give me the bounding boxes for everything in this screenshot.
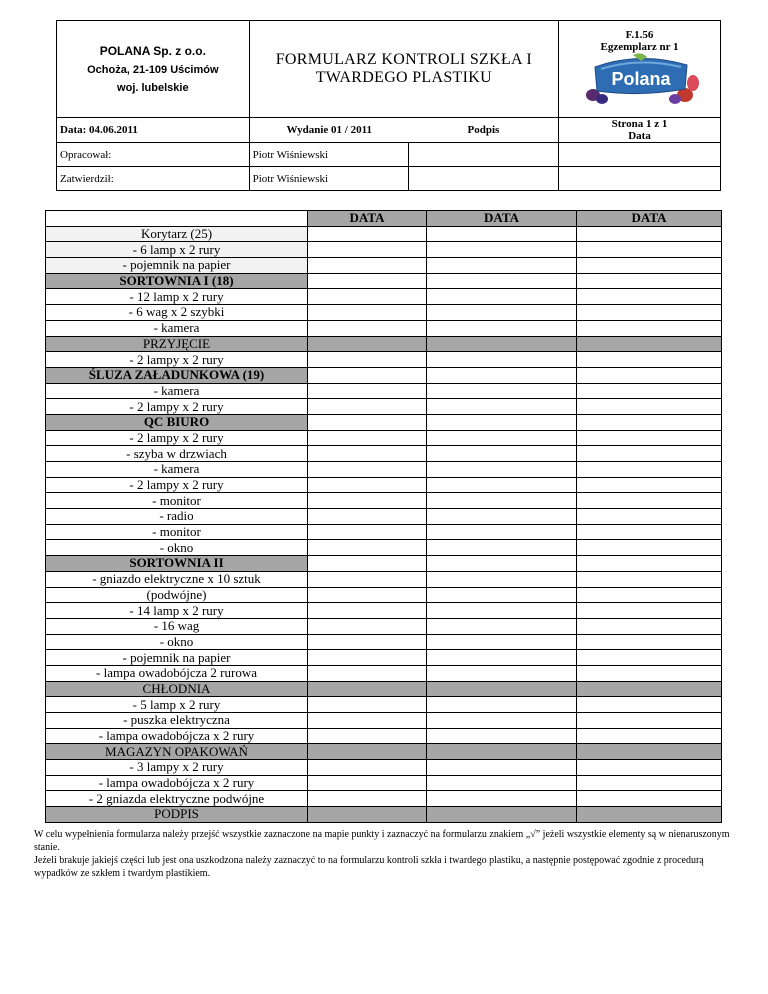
check-cell[interactable]	[427, 697, 577, 713]
section-label: CHŁODNIA	[46, 681, 308, 697]
check-cell[interactable]	[427, 681, 577, 697]
table-row	[46, 462, 722, 478]
table-row	[46, 587, 722, 603]
logo-text: Polana	[611, 68, 671, 89]
check-cell[interactable]	[308, 650, 427, 666]
table-row	[46, 399, 722, 415]
section-label: Korytarz (25)	[46, 226, 308, 242]
data-label: Data	[628, 130, 651, 142]
check-cell[interactable]	[577, 728, 722, 744]
check-cell[interactable]	[577, 242, 722, 258]
item-label: - okno	[46, 634, 308, 650]
section-label: MAGAZYN OPAKOWAŃ	[46, 744, 308, 760]
table-row	[46, 556, 722, 572]
item-label: - pojemnik na papier	[46, 258, 308, 274]
inspection-table	[45, 210, 722, 823]
check-cell[interactable]	[308, 273, 427, 289]
table-row	[46, 305, 722, 321]
table-row	[46, 681, 722, 697]
check-cell[interactable]	[308, 807, 427, 823]
check-cell[interactable]	[308, 289, 427, 305]
check-cell[interactable]	[427, 587, 577, 603]
item-label: - pojemnik na papier	[46, 650, 308, 666]
check-cell[interactable]	[577, 603, 722, 619]
item-label: - 6 wag x 2 szybki	[46, 305, 308, 321]
company-address: Ochoża, 21-109 Uścimów	[87, 64, 219, 76]
check-cell[interactable]	[427, 603, 577, 619]
signature-label: Podpis	[409, 118, 559, 143]
check-cell[interactable]	[427, 807, 577, 823]
check-cell[interactable]	[308, 336, 427, 352]
check-cell[interactable]	[577, 336, 722, 352]
prepared-signature[interactable]	[409, 143, 559, 167]
item-label: - okno	[46, 540, 308, 556]
column-header: DATA	[427, 211, 577, 227]
check-cell[interactable]	[308, 320, 427, 336]
approved-by: Piotr Wiśniewski	[249, 167, 409, 191]
table-row	[46, 414, 722, 430]
item-label: - lampa owadobójcza 2 rurowa	[46, 665, 308, 681]
item-label: - kamera	[46, 320, 308, 336]
approved-label: Zatwierdził:	[57, 167, 250, 191]
check-cell[interactable]	[577, 383, 722, 399]
page-data-cell	[559, 118, 721, 143]
check-cell[interactable]	[308, 305, 427, 321]
check-cell[interactable]	[308, 414, 427, 430]
check-cell[interactable]	[308, 791, 427, 807]
approved-signature[interactable]	[409, 167, 559, 191]
table-row	[46, 524, 722, 540]
check-cell[interactable]	[577, 430, 722, 446]
check-cell[interactable]	[577, 775, 722, 791]
item-label: - 2 lampy x 2 rury	[46, 430, 308, 446]
check-cell[interactable]	[577, 367, 722, 383]
table-row	[46, 320, 722, 336]
item-label: (podwójne)	[46, 587, 308, 603]
check-cell[interactable]	[577, 305, 722, 321]
instruction-2: Jeżeli brakuje jakiejś części lub jest ona uszkodzona należy zaznaczyć to na formularzu kontroli szkła i twardego plastiku, a następnie postępować zgodnie z procedurą wypadków ze szkłem i twardym plastikiem.	[34, 855, 704, 879]
check-cell[interactable]	[308, 697, 427, 713]
check-cell[interactable]	[577, 618, 722, 634]
check-cell[interactable]	[427, 540, 577, 556]
table-row	[46, 493, 722, 509]
check-cell[interactable]	[577, 650, 722, 666]
check-cell[interactable]	[308, 760, 427, 776]
item-label: - 6 lamp x 2 rury	[46, 242, 308, 258]
check-cell[interactable]	[427, 618, 577, 634]
check-cell[interactable]	[308, 713, 427, 729]
table-row	[46, 430, 722, 446]
check-cell[interactable]	[427, 336, 577, 352]
check-cell[interactable]	[308, 446, 427, 462]
column-header: DATA	[308, 211, 427, 227]
table-row	[46, 446, 722, 462]
table-row	[46, 728, 722, 744]
check-cell[interactable]	[427, 744, 577, 760]
section-label: PODPIS	[46, 807, 308, 823]
item-label: - monitor	[46, 524, 308, 540]
check-cell[interactable]	[308, 242, 427, 258]
table-row	[46, 509, 722, 525]
check-cell[interactable]	[427, 352, 577, 368]
check-cell[interactable]	[577, 462, 722, 478]
check-cell[interactable]	[308, 258, 427, 274]
check-cell[interactable]	[308, 618, 427, 634]
section-label: ŚLUZA ZAŁADUNKOWA (19)	[46, 367, 308, 383]
check-cell[interactable]	[427, 477, 577, 493]
table-row	[46, 618, 722, 634]
check-cell[interactable]	[427, 305, 577, 321]
check-cell[interactable]	[308, 634, 427, 650]
table-row	[46, 697, 722, 713]
check-cell[interactable]	[427, 383, 577, 399]
check-cell[interactable]	[308, 524, 427, 540]
check-cell[interactable]	[577, 791, 722, 807]
table-row	[46, 744, 722, 760]
prepared-by: Piotr Wiśniewski	[249, 143, 409, 167]
check-cell[interactable]	[308, 430, 427, 446]
check-cell[interactable]	[308, 665, 427, 681]
check-cell[interactable]	[577, 540, 722, 556]
item-label: - 5 lamp x 2 rury	[46, 697, 308, 713]
check-cell[interactable]	[427, 289, 577, 305]
check-cell[interactable]	[577, 587, 722, 603]
item-label: - gniazdo elektryczne x 10 sztuk	[46, 571, 308, 587]
check-cell[interactable]	[427, 493, 577, 509]
instructions	[34, 828, 734, 880]
item-label: - monitor	[46, 493, 308, 509]
check-cell[interactable]	[427, 665, 577, 681]
check-cell[interactable]	[427, 713, 577, 729]
section-label: PRZYJĘCIE	[46, 336, 308, 352]
company-name: POLANA Sp. z o.o.	[99, 44, 206, 58]
inspection-rows	[46, 226, 722, 822]
table-row	[46, 713, 722, 729]
page-number: Strona 1 z 1	[611, 118, 668, 130]
check-cell[interactable]	[427, 571, 577, 587]
check-cell[interactable]	[308, 681, 427, 697]
table-row	[46, 603, 722, 619]
check-cell[interactable]	[577, 760, 722, 776]
check-cell[interactable]	[308, 462, 427, 478]
approved-date[interactable]	[559, 167, 721, 191]
check-cell[interactable]	[577, 477, 722, 493]
instruction-1: W celu wypełnienia formularza należy przejść wszystkie zaznaczone na mapie punkty i zaznaczyć na formularzu znakiem „√” jeżeli wszystkie elementy są w nienaruszonym stanie.	[34, 829, 730, 853]
check-cell[interactable]	[308, 728, 427, 744]
section-label: SORTOWNIA II	[46, 556, 308, 572]
item-label: - radio	[46, 509, 308, 525]
check-cell[interactable]	[427, 775, 577, 791]
table-row	[46, 336, 722, 352]
check-cell[interactable]	[427, 399, 577, 415]
check-cell[interactable]	[308, 493, 427, 509]
table-row	[46, 760, 722, 776]
code-logo-cell	[559, 21, 721, 118]
check-cell[interactable]	[427, 320, 577, 336]
table-row	[46, 352, 722, 368]
check-cell[interactable]	[308, 367, 427, 383]
table-row	[46, 791, 722, 807]
check-cell[interactable]	[577, 556, 722, 572]
edition-cell: Wydanie 01 / 2011	[249, 118, 409, 143]
check-cell[interactable]	[577, 681, 722, 697]
item-label: - 12 lamp x 2 rury	[46, 289, 308, 305]
item-label: - puszka elektryczna	[46, 713, 308, 729]
check-cell[interactable]	[577, 446, 722, 462]
table-row	[46, 634, 722, 650]
check-cell[interactable]	[577, 414, 722, 430]
check-cell[interactable]	[427, 650, 577, 666]
copy-number: Egzemplarz nr 1	[600, 40, 679, 53]
item-label: - 14 lamp x 2 rury	[46, 603, 308, 619]
table-row	[46, 477, 722, 493]
item-label: - szyba w drzwiach	[46, 446, 308, 462]
check-cell[interactable]	[577, 524, 722, 540]
check-cell[interactable]	[427, 524, 577, 540]
form-code: F.1.56	[625, 28, 654, 41]
column-header: DATA	[577, 211, 722, 227]
check-cell[interactable]	[308, 603, 427, 619]
table-row	[46, 289, 722, 305]
form-header	[56, 20, 721, 191]
check-cell[interactable]	[577, 571, 722, 587]
prepared-date[interactable]	[559, 143, 721, 167]
check-cell[interactable]	[427, 509, 577, 525]
check-cell[interactable]	[577, 226, 722, 242]
check-cell[interactable]	[308, 556, 427, 572]
corner-cell	[46, 211, 308, 227]
check-cell[interactable]	[308, 226, 427, 242]
check-cell[interactable]	[427, 242, 577, 258]
check-cell[interactable]	[577, 807, 722, 823]
check-cell[interactable]	[427, 634, 577, 650]
company-block	[57, 21, 250, 118]
check-cell[interactable]	[577, 634, 722, 650]
item-label: - kamera	[46, 383, 308, 399]
check-cell[interactable]	[577, 697, 722, 713]
check-cell[interactable]	[577, 258, 722, 274]
table-row	[46, 807, 722, 823]
item-label: - 3 lampy x 2 rury	[46, 760, 308, 776]
check-cell[interactable]	[577, 399, 722, 415]
check-cell[interactable]	[308, 744, 427, 760]
check-cell[interactable]	[427, 462, 577, 478]
table-row	[46, 665, 722, 681]
check-cell[interactable]	[308, 383, 427, 399]
check-cell[interactable]	[308, 540, 427, 556]
table-row	[46, 775, 722, 791]
check-cell[interactable]	[577, 493, 722, 509]
check-cell[interactable]	[427, 791, 577, 807]
item-label: - 2 lampy x 2 rury	[46, 477, 308, 493]
prepared-label: Opracował:	[57, 143, 250, 167]
table-row	[46, 571, 722, 587]
item-label: - 16 wag	[46, 618, 308, 634]
table-row	[46, 258, 722, 274]
check-cell[interactable]	[427, 430, 577, 446]
check-cell[interactable]	[427, 728, 577, 744]
check-cell[interactable]	[308, 571, 427, 587]
check-cell[interactable]	[427, 273, 577, 289]
check-cell[interactable]	[427, 367, 577, 383]
check-cell[interactable]	[427, 760, 577, 776]
polana-logo	[575, 53, 705, 107]
section-label: QC BIURO	[46, 414, 308, 430]
table-row	[46, 650, 722, 666]
check-cell[interactable]	[308, 587, 427, 603]
check-cell[interactable]	[308, 775, 427, 791]
check-cell[interactable]	[577, 665, 722, 681]
table-row	[46, 226, 722, 242]
check-cell[interactable]	[308, 399, 427, 415]
check-cell[interactable]	[427, 414, 577, 430]
item-label: - 2 gniazda elektryczne podwójne	[46, 791, 308, 807]
table-row	[46, 540, 722, 556]
check-cell[interactable]	[577, 744, 722, 760]
check-cell[interactable]	[308, 509, 427, 525]
table-row	[46, 383, 722, 399]
company-region: woj. lubelskie	[117, 82, 189, 94]
item-label: - 2 lampy x 2 rury	[46, 399, 308, 415]
item-label: - lampa owadobójcza x 2 rury	[46, 775, 308, 791]
check-cell[interactable]	[427, 446, 577, 462]
item-label: - 2 lampy x 2 rury	[46, 352, 308, 368]
form-title: FORMULARZ KONTROLI SZKŁA I TWARDEGO PLASTIKU	[249, 21, 558, 118]
check-cell[interactable]	[577, 352, 722, 368]
item-label: - kamera	[46, 462, 308, 478]
table-row	[46, 273, 722, 289]
table-row	[46, 242, 722, 258]
check-cell[interactable]	[427, 556, 577, 572]
check-cell[interactable]	[577, 320, 722, 336]
check-cell[interactable]	[308, 352, 427, 368]
section-label: SORTOWNIA I (18)	[46, 273, 308, 289]
check-cell[interactable]	[577, 289, 722, 305]
check-cell[interactable]	[427, 258, 577, 274]
check-cell[interactable]	[577, 509, 722, 525]
check-cell[interactable]	[577, 713, 722, 729]
check-cell[interactable]	[308, 477, 427, 493]
date-cell: Data: 04.06.2011	[57, 118, 250, 143]
check-cell[interactable]	[577, 273, 722, 289]
item-label: - lampa owadobójcza x 2 rury	[46, 728, 308, 744]
check-cell[interactable]	[427, 226, 577, 242]
table-row	[46, 367, 722, 383]
